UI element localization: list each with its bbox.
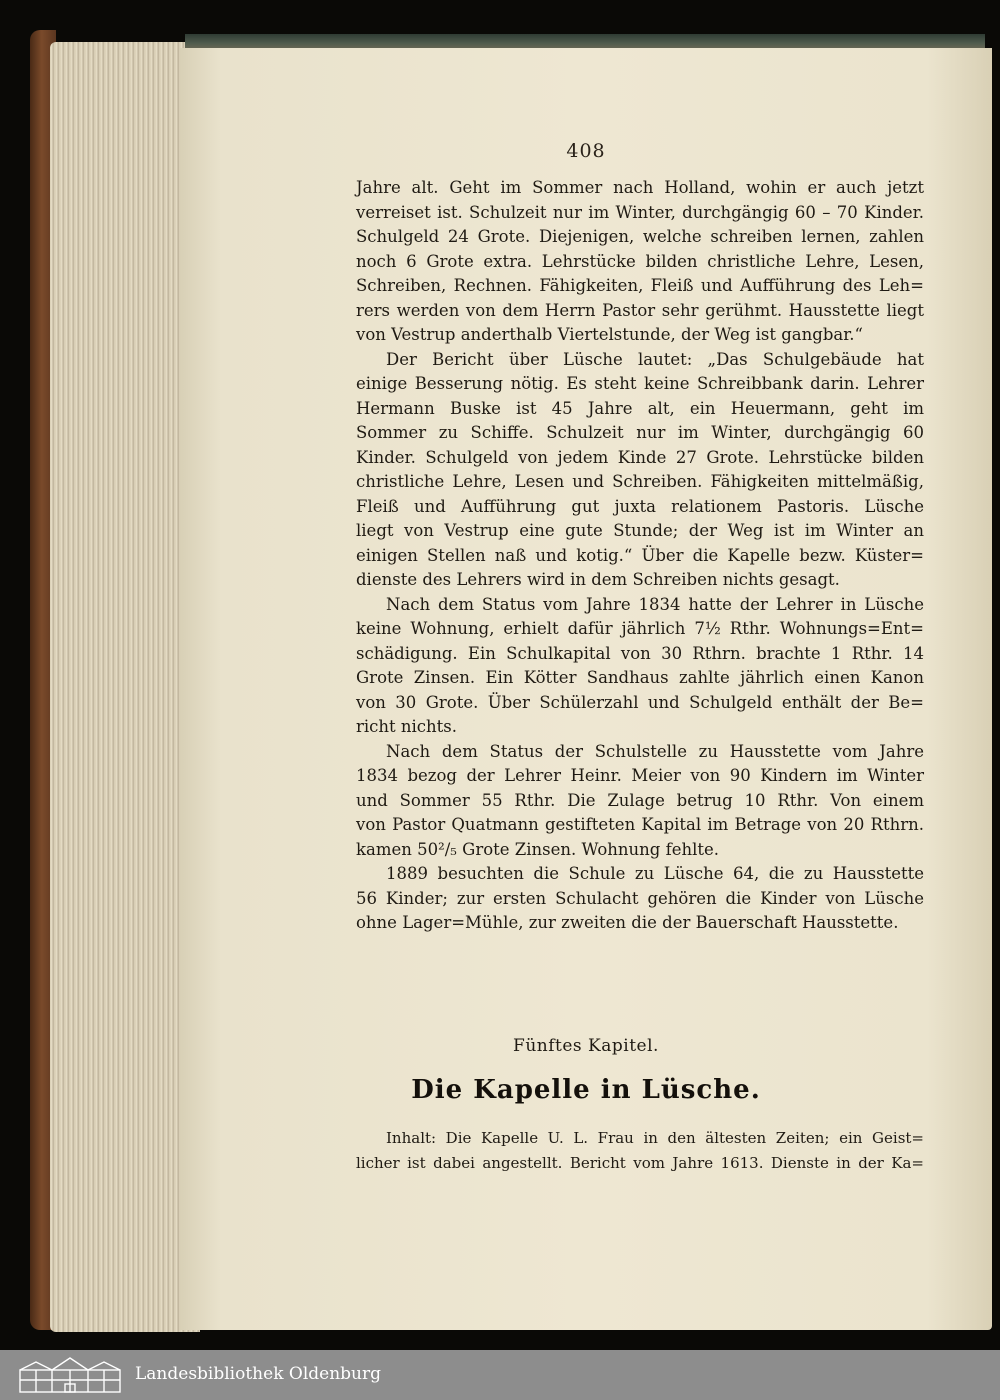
book-page (180, 48, 992, 1330)
chapter-label: Fünftes Kapitel. (513, 1036, 659, 1056)
text-line: Jahre alt. Geht im Sommer nach Holland, wohin er auch jetzt (356, 178, 924, 197)
text-line: ohne Lager=Mühle, zur zweiten die der Bauerschaft Hausstette. (356, 913, 899, 932)
text-line: 56 Kinder; zur ersten Schulacht gehören die Kinder von Lüsche (356, 888, 924, 908)
text-line: Kinder. Schulgeld von jedem Kinde 27 Grote. Lehrstücke bilden (356, 447, 924, 467)
footer-bar (0, 1350, 1000, 1400)
text-line: Nach dem Status der Schulstelle zu Hausstette vom Jahre (386, 741, 924, 761)
text-line: verreiset ist. Schulzeit nur im Winter, durchgängig 60 – 70 Kinder. (356, 202, 924, 222)
text-line: Schulgeld 24 Grote. Diejenigen, welche schreiben lernen, zahlen (356, 227, 924, 246)
text-line: richt nichts. (356, 717, 458, 736)
text-line: einige Besserung nötig. Es steht keine Schreibbank darin. Lehrer (356, 374, 924, 393)
text-line: Hermann Buske ist 45 Jahre alt, ein Heuermann, geht im (356, 398, 924, 418)
page-number: 408 (566, 140, 606, 162)
text-line: und Sommer 55 Rthr. Die Zulage betrug 10 Rthr. Von einem (356, 790, 924, 810)
text-line: liegt von Vestrup eine gute Stunde; der Weg ist im Winter an (356, 521, 924, 540)
contents-line: Inhalt: Die Kapelle U. L. Frau in den ältesten Zeiten; ein Geist= (386, 1129, 924, 1147)
text-line: Der Bericht über Lüsche lautet: „Das Schulgebäude hat (386, 349, 924, 369)
text-line: christliche Lehre, Lesen und Schreiben. Fähigkeiten mittelmäßig, (356, 472, 924, 491)
text-line: 1889 besuchten die Schule zu Lüsche 64, die zu Hausstette (386, 864, 924, 883)
text-line: dienste des Lehrers wird in dem Schreiben nichts gesagt. (356, 570, 840, 589)
text-line: Grote Zinsen. Ein Kötter Sandhaus zahlte jährlich einen Kanon (356, 668, 924, 687)
text-line: kamen 50²/₅ Grote Zinsen. Wohnung fehlte. (356, 839, 720, 859)
page-stack-edge (50, 42, 200, 1332)
text-line: noch 6 Grote extra. Lehrstücke bilden christliche Lehre, Lesen, (356, 251, 924, 271)
text-line: Sommer zu Schiffe. Schulzeit nur im Winter, durchgängig 60 (356, 423, 924, 442)
contents-line: licher ist dabei angestellt. Bericht vom Jahre 1613. Dienste in der Ka= (356, 1154, 924, 1172)
text-line: schädigung. Ein Schulkapital von 30 Rthrn. brachte 1 Rthr. 14 (356, 643, 924, 663)
text-line: von 30 Grote. Über Schülerzahl und Schulgeld enthält der Be= (356, 692, 924, 712)
text-line: keine Wohnung, erhielt dafür jährlich 7½ Rthr. Wohnungs=Ent= (356, 619, 924, 638)
chapter-contents (356, 1126, 924, 1176)
text-line: Schreiben, Rechnen. Fähigkeiten, Fleiß und Aufführung des Leh= (356, 276, 924, 295)
text-line: von Vestrup anderthalb Viertelstunde, der Weg ist gangbar.“ (356, 325, 863, 344)
text-line: rers werden von dem Herrn Pastor sehr gerühmt. Hausstette liegt (356, 300, 924, 320)
text-line: 1834 bezog der Lehrer Heinr. Meier von 90 Kindern im Winter (356, 766, 924, 785)
library-name: Landesbibliothek Oldenburg (135, 1364, 382, 1384)
chapter-title: Die Kapelle in Lüsche. (411, 1075, 761, 1105)
text-line: von Pastor Quatmann gestifteten Kapital im Betrage von 20 Rthrn. (356, 815, 924, 834)
text-line: einigen Stellen naß und kotig.“ Über die Kapelle bezw. Küster= (356, 545, 924, 565)
body-text (356, 176, 924, 936)
text-line: Nach dem Status vom Jahre 1834 hatte der Lehrer in Lüsche (386, 594, 924, 614)
library-building-icon (16, 1356, 124, 1394)
text-line: Fleiß und Aufführung gut juxta relationem Pastoris. Lüsche (356, 496, 924, 516)
